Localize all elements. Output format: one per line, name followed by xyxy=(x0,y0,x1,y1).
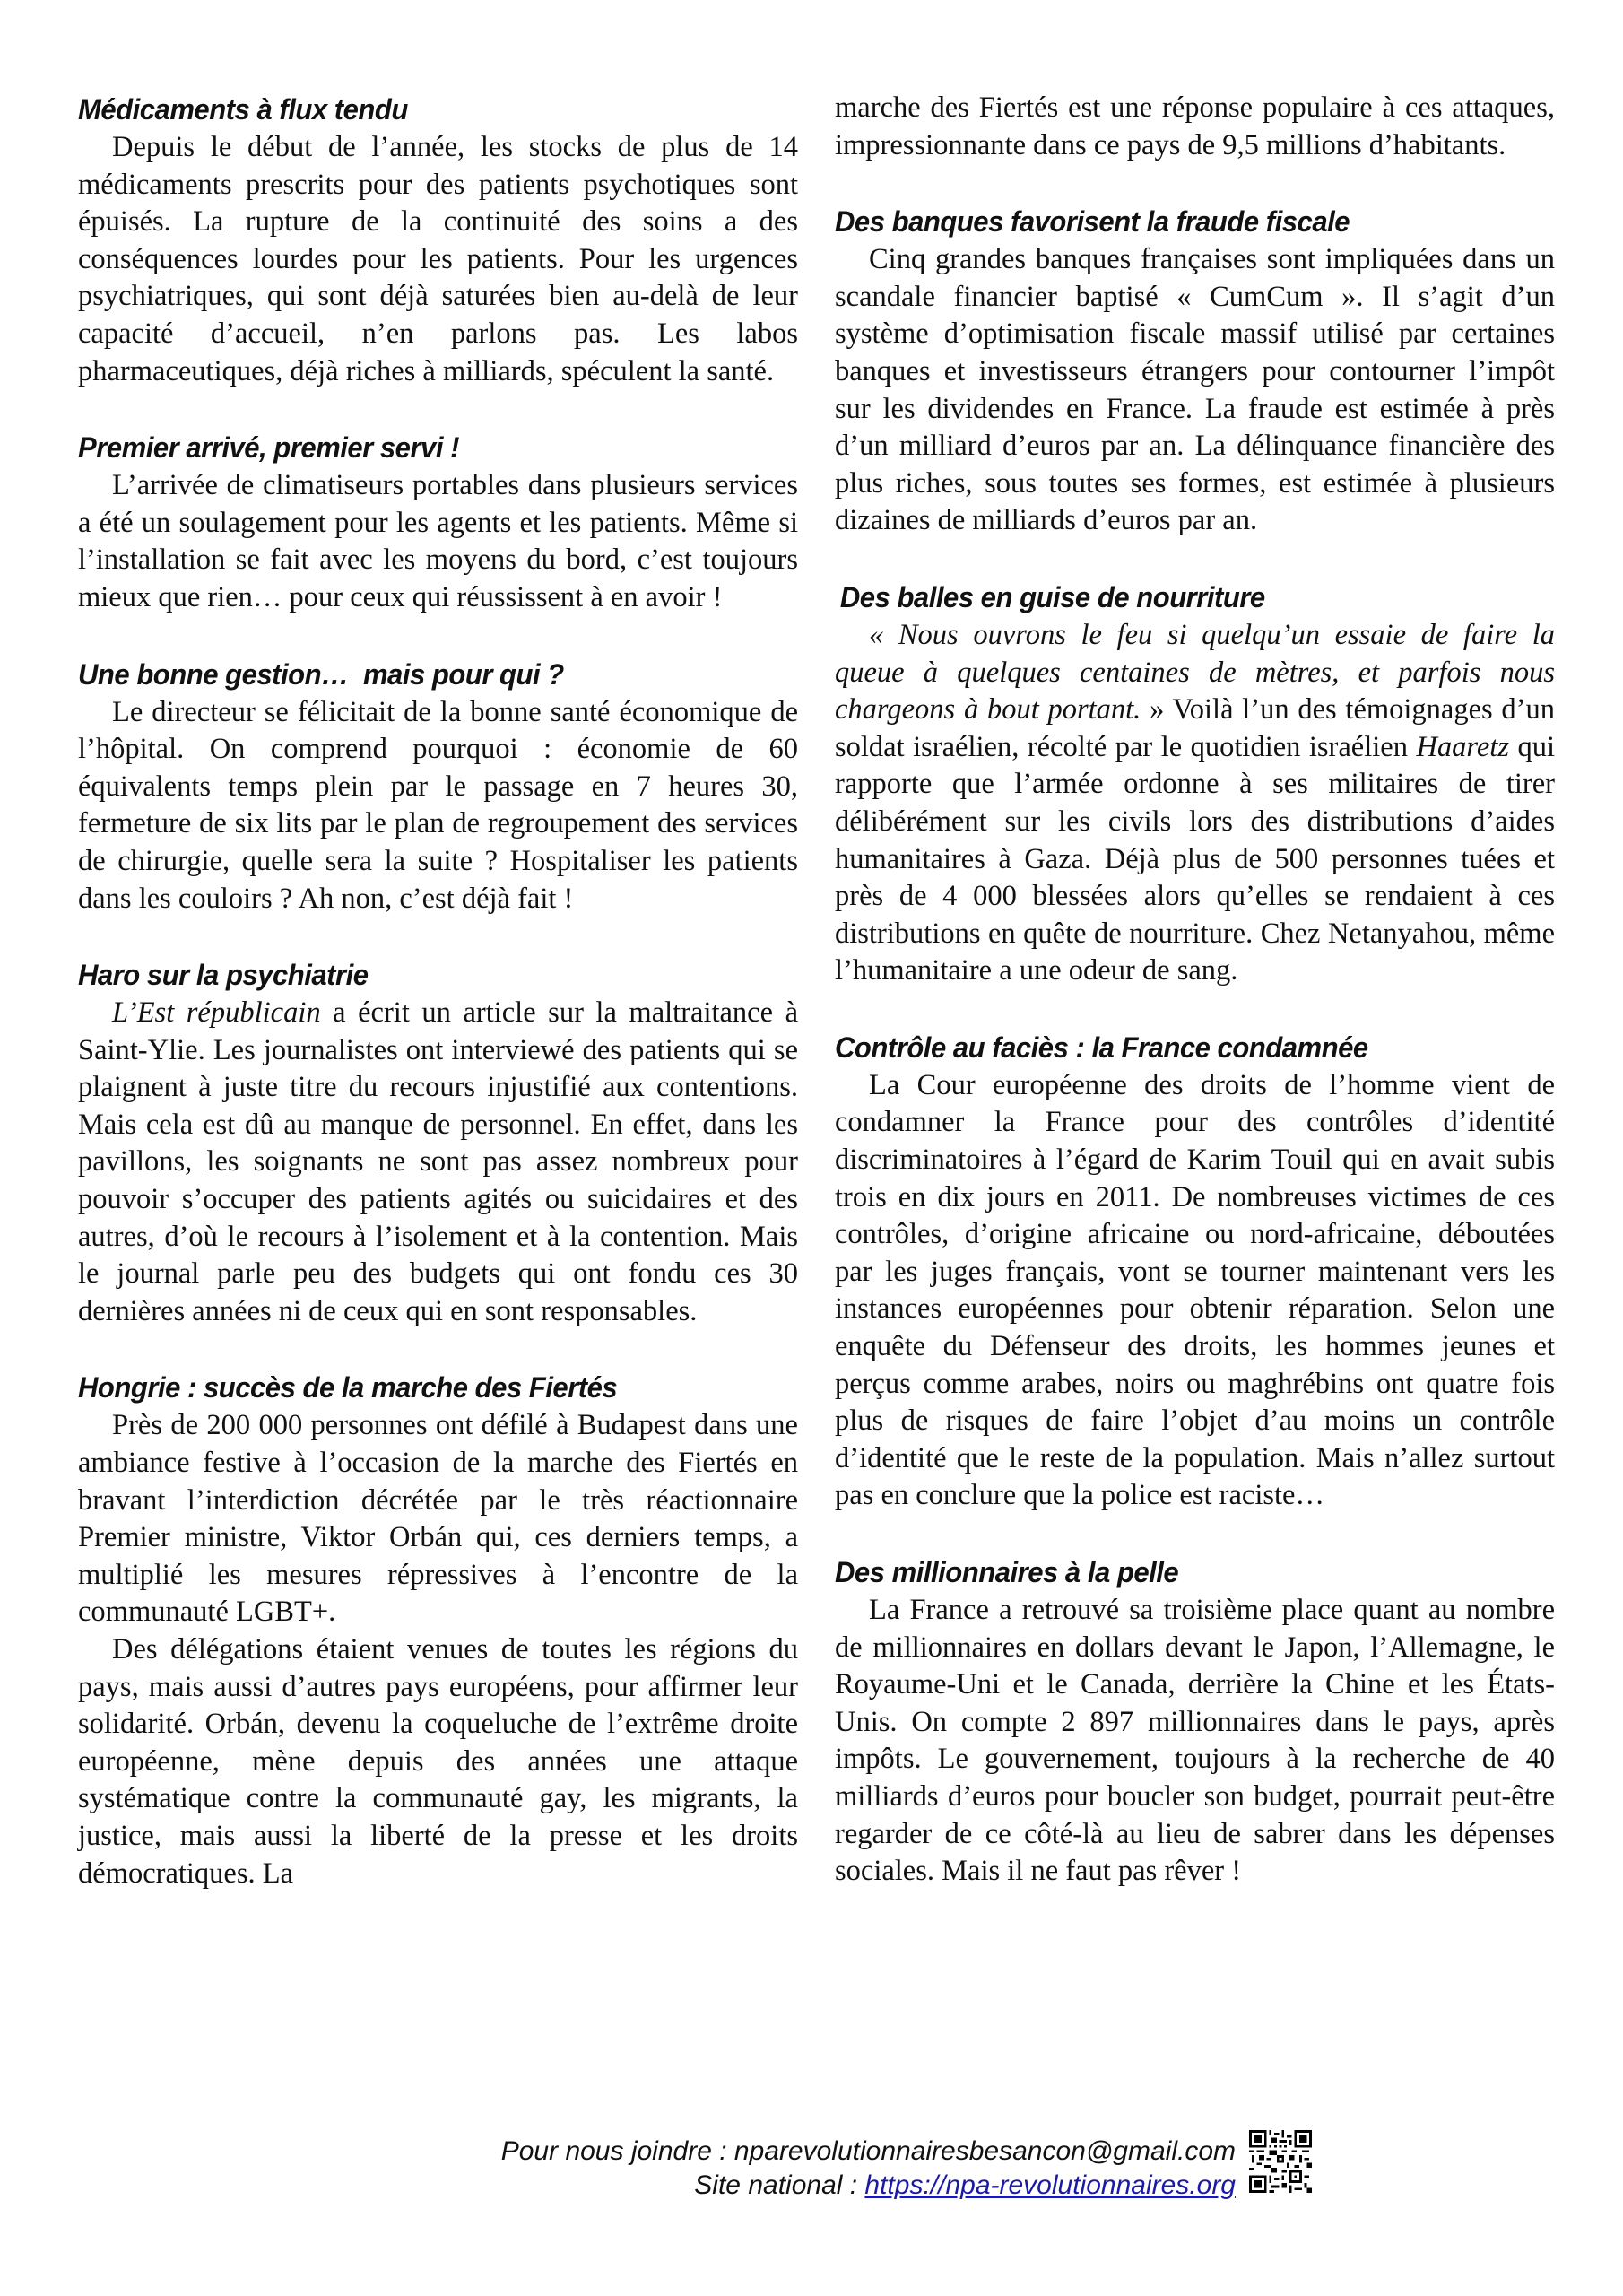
article-title: Premier arrivé, premier servi ! xyxy=(78,431,459,465)
article-millionnaires xyxy=(835,1552,1555,1891)
article-premier-arrive xyxy=(78,428,798,616)
article-balles xyxy=(835,578,1555,990)
right-column xyxy=(835,90,1555,1891)
site-link[interactable]: https://npa-revolutionnaires.org xyxy=(864,2170,1236,2200)
article-title: Médicaments à flux tendu xyxy=(78,93,408,126)
qr-code-icon xyxy=(1249,2130,1312,2193)
article-paragraph: marche des Fiertés est une réponse populaire à ces attaques, impressionnante dans ce pays de 9,5 millions d’habitants. xyxy=(835,91,1555,161)
article-paragraph xyxy=(78,995,798,1330)
article-title: Haro sur la psychiatrie xyxy=(78,959,369,992)
article-paragraph: L’arrivée de climatiseurs portables dans plusieurs services a été un soulagement pour les agents et les patients. Même si l’installation se fait avec les moyens du bord, c’est toujours mieux que rien… pour ceux qui réussissent à en avoir ! xyxy=(78,469,798,613)
article-bonne-gestion xyxy=(78,655,798,918)
article-hongrie xyxy=(78,1368,798,1892)
paragraph-text: qui rapporte que l’armée ordonne à ses militaires de tirer délibérément sur les civils lors des distributions d’aides humanitaires à Gaza. Déjà plus de 500 personnes tuées et près de 4 000 blessées alors qu’elles se rendaient à ces distributions en quête de nourriture. Chez Netanyahou, même l’humanitaire a une odeur de sang. xyxy=(835,730,1555,987)
quote: « Nous ouvrons le feu si quelqu’un essaie de faire la queue à quelques centaines de mètres, et parfois nous chargeons à bout portant. xyxy=(835,618,1555,726)
article-paragraph: La Cour européenne des droits de l’homme vient de condamner la France pour des contrôles d’identité discriminatoires à l’égard de Karim Touil qui en avait subis trois en dix jours en 2011. De nombreuses victimes de ces contrôles, d’origine africaine ou nord-africaine, déboutées par les juges français, vont se tourner maintenant vers les instances européennes pour obtenir réparation. Selon une enquête du Défenseur des droits, les hommes jeunes et perçus comme arabes, noirs ou maghrébins ont quatre fois plus de risques de faire l’objet d’au moins un contrôle d’identité que le reste de la population. Mais n’allez surtout pas en conclure que la police est raciste… xyxy=(835,1068,1555,1512)
left-column xyxy=(78,90,798,1892)
contact-label: Pour nous joindre : xyxy=(500,2136,734,2166)
article-title: Des millionnaires à la pelle xyxy=(835,1556,1179,1588)
contact-line xyxy=(501,2135,1236,2169)
article-title: Une bonne gestion… mais pour qui ? xyxy=(78,657,564,691)
article-psychiatrie xyxy=(78,955,798,1330)
site-label: Site national : xyxy=(694,2170,865,2200)
article-medicaments xyxy=(78,90,798,390)
article-title: Des balles en guise de nourriture xyxy=(839,580,1265,613)
article-title: Contrôle au faciès : la France condamnée xyxy=(835,1031,1368,1064)
article-paragraph xyxy=(835,617,1555,990)
newspaper-name: Haaretz xyxy=(1416,730,1509,763)
footer-contact xyxy=(501,2135,1236,2203)
article-hongrie-continuation xyxy=(835,90,1555,164)
newspaper-name: L’Est républicain xyxy=(112,996,321,1030)
paragraph-text: » Voilà l’un des témoignages d’un soldat israélien, récolté par le quotidien israélien xyxy=(835,693,1555,763)
article-paragraph: Depuis le début de l’année, les stocks de plus de 14 médicaments prescrits pour des patients psychotiques sont épuisés. La rupture de la continuité des soins a des conséquences lourdes pour les patients. Pour les urgences psychiatriques, qui sont déjà saturées bien au-delà de leur capacité d’accueil, n’en parlons pas. Les labos pharmaceutiques, déjà riches à milliards, spéculent la santé. xyxy=(78,131,798,387)
article-title: Hongrie : succès de la marche des Fiertés xyxy=(78,1371,618,1405)
article-title: Des banques favorisent la fraude fiscale xyxy=(835,205,1350,239)
article-paragraph: La France a retrouvé sa troisième place quant au nombre de millionnaires en dollars devant le Japon, l’Allemagne, le Royaume-Uni et le Canada, derrière la Chine et les États-Unis. On compte 2 897 millionnaires dans le pays, après impôts. Le gouvernement, toujours à la recherche de 40 milliards d’euros pour boucler son budget, pourrait peut-être regarder de ce côté-là au lieu de sabrer dans les dépenses sociales. Mais il ne faut pas rêver ! xyxy=(835,1594,1555,1888)
article-paragraph: Le directeur se félicitait de la bonne santé économique de l’hôpital. On comprend pourquoi : économie de 60 équivalents temps plein par le passage en 7 heures 30, fermeture de six lits par le plan de regroupement des services de chirurgie, quelle sera la suite ? Hospitaliser les patients dans les couloirs ? Ah non, c’est déjà fait ! xyxy=(78,695,798,915)
contact-email[interactable]: nparevolutionnairesbesancon@gmail.com xyxy=(733,2136,1236,2166)
article-paragraph: Près de 200 000 personnes ont défilé à Budapest dans une ambiance festive à l’occasion de la marche des Fiertés en bravant l’interdiction décrétée par le très réactionnaire Premier ministre, Viktor Orbán qui, ces derniers temps, a multiplié les mesures répressives à l’encontre de la communauté LGBT+. xyxy=(78,1409,798,1629)
site-line xyxy=(501,2169,1236,2203)
paragraph-text: a écrit un article sur la maltraitance à Saint-Ylie. Les journalistes ont interviewé des patients qui se plaignent à juste titre du recours injustifié aux contentions. Mais cela est dû au manque de personnel. En effet, dans les pavillons, les soignants ne sont pas assez nombreux pour pouvoir s’occuper des patients agités ou suicidaires et des autres, d’où le recours à l’isolement et à la contention. Mais le journal parle peu des budgets qui ont fondu ces 30 dernières années ni de ceux qui en sont responsables. xyxy=(78,996,798,1327)
article-paragraph: Cinq grandes banques françaises sont impliquées dans un scandale financier baptisé « CumCum ». Il s’agit d’un système d’optimisation fiscale massif utilisé par certaines banques et investisseurs étrangers pour contourner l’impôt sur les dividendes en France. La fraude est estimée à près d’un milliard d’euros par an. La délinquance financière des plus riches, sous toutes ses formes, est estimée à plusieurs dizaines de milliards d’euros par an. xyxy=(835,243,1555,537)
article-controle-facies xyxy=(835,1028,1555,1515)
article-banques xyxy=(835,202,1555,540)
article-paragraph: Des délégations étaient venues de toutes les régions du pays, mais aussi d’autres pays européens, pour affirmer leur solidarité. Orbán, devenu la coqueluche de l’extrême droite européenne, mène depuis des années une attaque systématique contre la communauté gay, les migrants, la justice, mais aussi la liberté de la presse et les droits démocratiques. La xyxy=(78,1633,798,1890)
